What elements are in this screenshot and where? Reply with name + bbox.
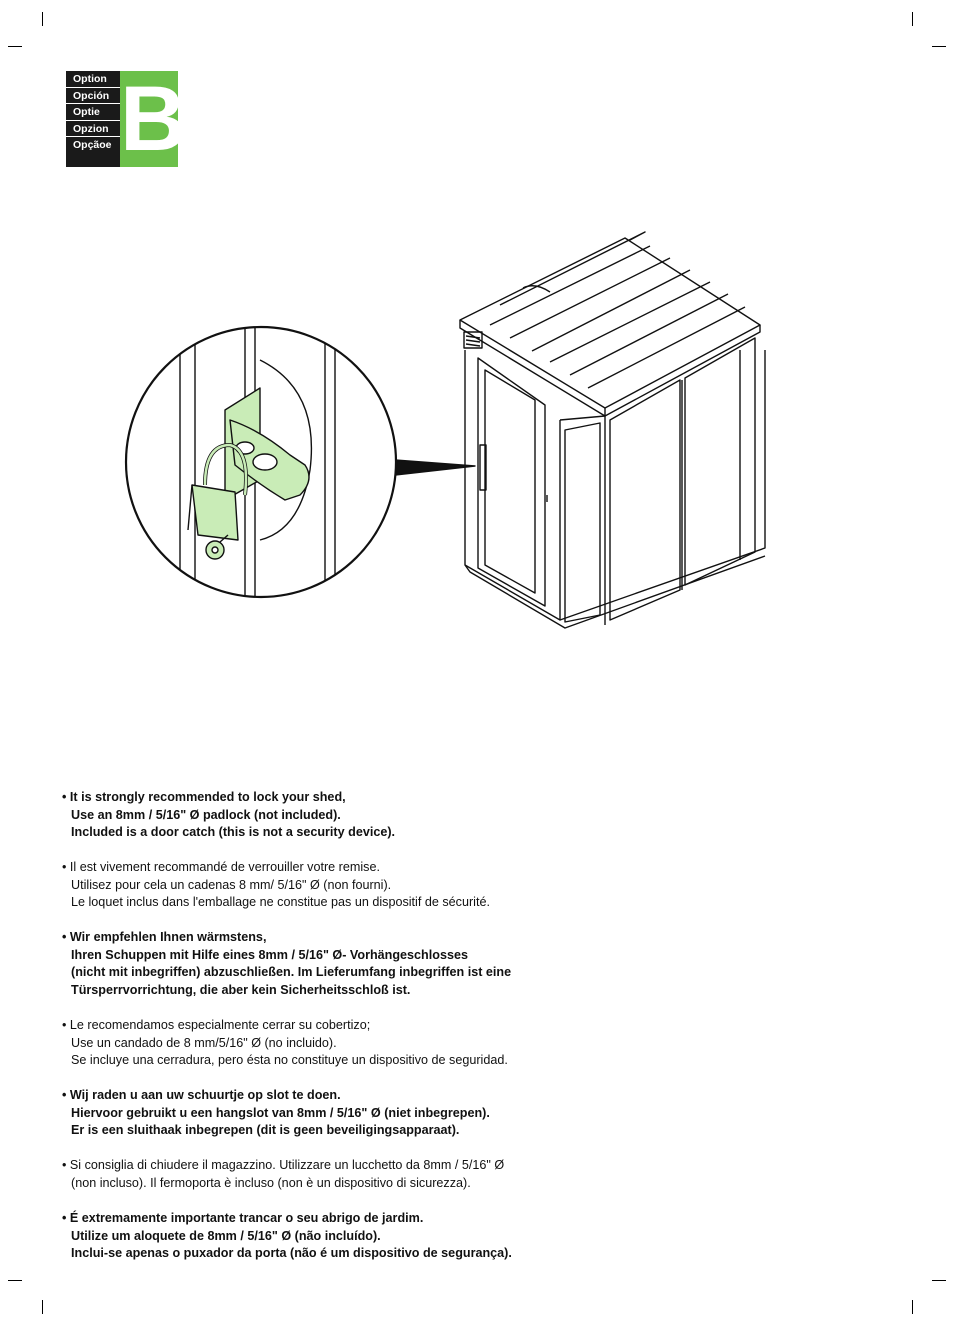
note-line: • Wir empfehlen Ihnen wärmstens, xyxy=(62,930,267,944)
crop-mark xyxy=(8,1280,22,1281)
note-line: Se incluye una cerradura, pero ésta no constituye un dispositivo de seguridad. xyxy=(71,1053,508,1068)
option-label: Optie xyxy=(66,104,120,121)
note-line: Ihren Schuppen mit Hilfe eines 8mm / 5/16" Ø- Vorhängeschlosses xyxy=(71,947,468,962)
note-line: • Il est vivement recommandé de verrouiller votre remise. xyxy=(62,860,380,874)
note-line: (non incluso). Il fermoporta è incluso (non è un dispositivo di sicurezza). xyxy=(71,1175,471,1190)
crop-mark xyxy=(42,12,43,26)
option-letter: B xyxy=(120,68,187,170)
note-line: (nicht mit inbegriffen) abzuschließen. Im Lieferumfang inbegriffen ist eine xyxy=(71,965,512,980)
callout-pointer xyxy=(395,460,475,475)
crop-mark xyxy=(932,1280,946,1281)
crop-mark xyxy=(8,46,22,47)
note-french xyxy=(62,859,622,912)
note-italian xyxy=(62,1157,622,1192)
lock-detail-callout xyxy=(126,300,396,610)
crop-mark xyxy=(42,1300,43,1314)
option-label: Opçãoe xyxy=(73,139,112,152)
note-line: Türsperrvorrichtung, die aber kein Sicherheitsschloß ist. xyxy=(71,982,411,997)
shed-drawing xyxy=(460,232,765,628)
note-line: • Wij raden u aan uw schuurtje op slot te doen. xyxy=(62,1088,341,1102)
note-portuguese xyxy=(62,1210,622,1263)
note-line: Included is a door catch (this is not a security device). xyxy=(71,825,396,840)
note-line: Use un candado de 8 mm/5/16" Ø (no incluido). xyxy=(71,1035,337,1050)
crop-mark xyxy=(912,12,913,26)
option-label: Option xyxy=(66,71,120,88)
option-label: Opción xyxy=(66,88,120,105)
option-badge xyxy=(66,68,187,170)
note-line: Use an 8mm / 5/16" Ø padlock (not included). xyxy=(71,807,341,822)
note-line: • Le recomendamos especialmente cerrar su cobertizo; xyxy=(62,1018,371,1032)
crop-mark xyxy=(932,46,946,47)
option-language-labels xyxy=(66,71,120,167)
note-dutch xyxy=(62,1087,622,1140)
option-label: Opzion xyxy=(66,121,120,138)
note-line: Inclui-se apenas o puxador da porta (não é um dispositivo de segurança). xyxy=(71,1246,512,1261)
note-line: Er is een sluithaak inbegrepen (dit is geen beveiligingsapparaat). xyxy=(71,1123,460,1138)
note-line: Utilisez pour cela un cadenas 8 mm/ 5/16" Ø (non fourni). xyxy=(71,877,392,892)
note-line: Utilize um aloquete de 8mm / 5/16" Ø (não incluído). xyxy=(71,1228,381,1243)
note-line: Hiervoor gebruikt u een hangslot van 8mm / 5/16" Ø (niet inbegrepen). xyxy=(71,1105,490,1120)
note-german xyxy=(62,929,622,999)
note-english xyxy=(62,789,622,842)
crop-mark xyxy=(912,1300,913,1314)
note-line: • É extremamente importante trancar o seu abrigo de jardim. xyxy=(62,1211,424,1225)
note-line: • Si consiglia di chiudere il magazzino. Utilizzare un lucchetto da 8mm / 5/16" Ø xyxy=(62,1158,505,1172)
note-spanish xyxy=(62,1017,622,1070)
note-line: • It is strongly recommended to lock your shed, xyxy=(62,790,346,804)
note-line: Le loquet inclus dans l'emballage ne constitue pas un dispositif de sécurité. xyxy=(71,895,490,910)
shed-lock-illustration xyxy=(120,230,780,650)
